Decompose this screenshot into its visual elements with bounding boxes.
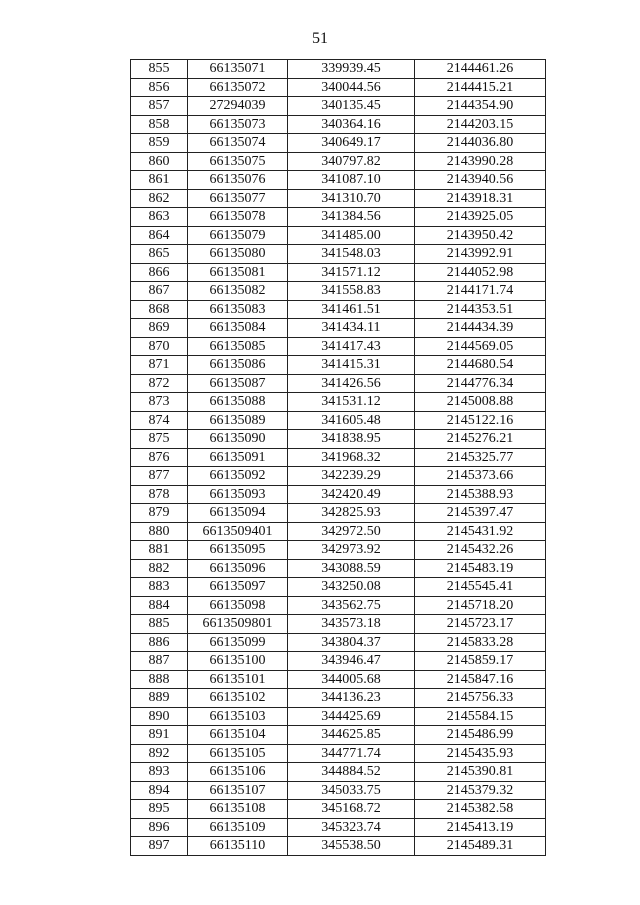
x-coordinate-cell: 340044.56 <box>288 78 415 97</box>
y-coordinate-cell: 2145388.93 <box>415 485 546 504</box>
y-coordinate-cell: 2144036.80 <box>415 134 546 153</box>
x-coordinate-cell: 341968.32 <box>288 448 415 467</box>
row-number-cell: 891 <box>131 726 188 745</box>
row-number-cell: 860 <box>131 152 188 171</box>
row-number-cell: 896 <box>131 818 188 837</box>
y-coordinate-cell: 2145435.93 <box>415 744 546 763</box>
row-number-cell: 897 <box>131 837 188 856</box>
y-coordinate-cell: 2145382.58 <box>415 800 546 819</box>
point-id-cell: 66135087 <box>188 374 288 393</box>
x-coordinate-cell: 345538.50 <box>288 837 415 856</box>
y-coordinate-cell: 2145723.17 <box>415 615 546 634</box>
x-coordinate-cell: 339939.45 <box>288 60 415 79</box>
y-coordinate-cell: 2145276.21 <box>415 430 546 449</box>
row-number-cell: 888 <box>131 670 188 689</box>
y-coordinate-cell: 2145489.31 <box>415 837 546 856</box>
row-number-cell: 855 <box>131 60 188 79</box>
row-number-cell: 878 <box>131 485 188 504</box>
point-id-cell: 66135109 <box>188 818 288 837</box>
point-id-cell: 66135093 <box>188 485 288 504</box>
point-id-cell: 66135094 <box>188 504 288 523</box>
table-row <box>131 726 546 745</box>
row-number-cell: 876 <box>131 448 188 467</box>
table-row <box>131 97 546 116</box>
y-coordinate-cell: 2145373.66 <box>415 467 546 486</box>
row-number-cell: 857 <box>131 97 188 116</box>
x-coordinate-cell: 341417.43 <box>288 337 415 356</box>
x-coordinate-cell: 340797.82 <box>288 152 415 171</box>
table-row <box>131 504 546 523</box>
x-coordinate-cell: 341426.56 <box>288 374 415 393</box>
x-coordinate-cell: 341605.48 <box>288 411 415 430</box>
y-coordinate-cell: 2144052.98 <box>415 263 546 282</box>
x-coordinate-cell: 341838.95 <box>288 430 415 449</box>
x-coordinate-cell: 341531.12 <box>288 393 415 412</box>
x-coordinate-cell: 341384.56 <box>288 208 415 227</box>
point-id-cell: 66135082 <box>188 282 288 301</box>
point-id-cell: 66135103 <box>188 707 288 726</box>
x-coordinate-cell: 342239.29 <box>288 467 415 486</box>
point-id-cell: 66135076 <box>188 171 288 190</box>
row-number-cell: 895 <box>131 800 188 819</box>
y-coordinate-cell: 2144171.74 <box>415 282 546 301</box>
table-row <box>131 78 546 97</box>
point-id-cell: 66135077 <box>188 189 288 208</box>
table-body <box>131 60 546 856</box>
x-coordinate-cell: 341485.00 <box>288 226 415 245</box>
y-coordinate-cell: 2144569.05 <box>415 337 546 356</box>
point-id-cell: 66135096 <box>188 559 288 578</box>
point-id-cell: 6613509801 <box>188 615 288 634</box>
y-coordinate-cell: 2144354.90 <box>415 97 546 116</box>
x-coordinate-cell: 343946.47 <box>288 652 415 671</box>
y-coordinate-cell: 2143950.42 <box>415 226 546 245</box>
table-row <box>131 430 546 449</box>
table-row <box>131 800 546 819</box>
y-coordinate-cell: 2145390.81 <box>415 763 546 782</box>
y-coordinate-cell: 2143990.28 <box>415 152 546 171</box>
point-id-cell: 66135098 <box>188 596 288 615</box>
x-coordinate-cell: 343562.75 <box>288 596 415 615</box>
y-coordinate-cell: 2145545.41 <box>415 578 546 597</box>
y-coordinate-cell: 2145859.17 <box>415 652 546 671</box>
y-coordinate-cell: 2144680.54 <box>415 356 546 375</box>
table-row <box>131 763 546 782</box>
row-number-cell: 884 <box>131 596 188 615</box>
point-id-cell: 66135088 <box>188 393 288 412</box>
point-id-cell: 66135074 <box>188 134 288 153</box>
table-row <box>131 115 546 134</box>
table-row <box>131 263 546 282</box>
table-row <box>131 522 546 541</box>
point-id-cell: 66135079 <box>188 226 288 245</box>
x-coordinate-cell: 344625.85 <box>288 726 415 745</box>
row-number-cell: 873 <box>131 393 188 412</box>
y-coordinate-cell: 2143918.31 <box>415 189 546 208</box>
row-number-cell: 883 <box>131 578 188 597</box>
row-number-cell: 865 <box>131 245 188 264</box>
y-coordinate-cell: 2145379.32 <box>415 781 546 800</box>
x-coordinate-cell: 341310.70 <box>288 189 415 208</box>
x-coordinate-cell: 341461.51 <box>288 300 415 319</box>
point-id-cell: 66135097 <box>188 578 288 597</box>
x-coordinate-cell: 343250.08 <box>288 578 415 597</box>
point-id-cell: 66135100 <box>188 652 288 671</box>
x-coordinate-cell: 343088.59 <box>288 559 415 578</box>
point-id-cell: 6613509401 <box>188 522 288 541</box>
x-coordinate-cell: 341434.11 <box>288 319 415 338</box>
table-row <box>131 485 546 504</box>
coordinates-table <box>130 59 546 856</box>
row-number-cell: 866 <box>131 263 188 282</box>
point-id-cell: 66135083 <box>188 300 288 319</box>
table-row <box>131 208 546 227</box>
table-row <box>131 245 546 264</box>
row-number-cell: 894 <box>131 781 188 800</box>
y-coordinate-cell: 2145756.33 <box>415 689 546 708</box>
row-number-cell: 893 <box>131 763 188 782</box>
point-id-cell: 66135073 <box>188 115 288 134</box>
point-id-cell: 66135072 <box>188 78 288 97</box>
table-row <box>131 707 546 726</box>
point-id-cell: 66135071 <box>188 60 288 79</box>
y-coordinate-cell: 2145008.88 <box>415 393 546 412</box>
row-number-cell: 890 <box>131 707 188 726</box>
point-id-cell: 66135086 <box>188 356 288 375</box>
x-coordinate-cell: 343573.18 <box>288 615 415 634</box>
table-row <box>131 670 546 689</box>
x-coordinate-cell: 344771.74 <box>288 744 415 763</box>
y-coordinate-cell: 2144776.34 <box>415 374 546 393</box>
x-coordinate-cell: 340364.16 <box>288 115 415 134</box>
coordinates-table-container <box>130 59 545 856</box>
point-id-cell: 66135084 <box>188 319 288 338</box>
row-number-cell: 889 <box>131 689 188 708</box>
table-row <box>131 300 546 319</box>
x-coordinate-cell: 345033.75 <box>288 781 415 800</box>
x-coordinate-cell: 345323.74 <box>288 818 415 837</box>
table-row <box>131 337 546 356</box>
point-id-cell: 66135075 <box>188 152 288 171</box>
point-id-cell: 66135078 <box>188 208 288 227</box>
x-coordinate-cell: 345168.72 <box>288 800 415 819</box>
table-row <box>131 189 546 208</box>
table-row <box>131 615 546 634</box>
row-number-cell: 859 <box>131 134 188 153</box>
x-coordinate-cell: 342420.49 <box>288 485 415 504</box>
point-id-cell: 66135080 <box>188 245 288 264</box>
x-coordinate-cell: 343804.37 <box>288 633 415 652</box>
table-row <box>131 356 546 375</box>
row-number-cell: 872 <box>131 374 188 393</box>
row-number-cell: 856 <box>131 78 188 97</box>
point-id-cell: 66135108 <box>188 800 288 819</box>
y-coordinate-cell: 2145833.28 <box>415 633 546 652</box>
table-row <box>131 633 546 652</box>
row-number-cell: 871 <box>131 356 188 375</box>
table-row <box>131 282 546 301</box>
point-id-cell: 66135104 <box>188 726 288 745</box>
table-row <box>131 319 546 338</box>
row-number-cell: 870 <box>131 337 188 356</box>
row-number-cell: 880 <box>131 522 188 541</box>
table-row <box>131 541 546 560</box>
y-coordinate-cell: 2145486.99 <box>415 726 546 745</box>
table-row <box>131 60 546 79</box>
y-coordinate-cell: 2145483.19 <box>415 559 546 578</box>
y-coordinate-cell: 2145718.20 <box>415 596 546 615</box>
y-coordinate-cell: 2145432.26 <box>415 541 546 560</box>
y-coordinate-cell: 2145413.19 <box>415 818 546 837</box>
row-number-cell: 875 <box>131 430 188 449</box>
point-id-cell: 66135090 <box>188 430 288 449</box>
y-coordinate-cell: 2143992.91 <box>415 245 546 264</box>
table-row <box>131 744 546 763</box>
row-number-cell: 861 <box>131 171 188 190</box>
x-coordinate-cell: 340649.17 <box>288 134 415 153</box>
table-row <box>131 559 546 578</box>
table-row <box>131 134 546 153</box>
point-id-cell: 66135085 <box>188 337 288 356</box>
row-number-cell: 858 <box>131 115 188 134</box>
y-coordinate-cell: 2143925.05 <box>415 208 546 227</box>
point-id-cell: 66135081 <box>188 263 288 282</box>
row-number-cell: 862 <box>131 189 188 208</box>
row-number-cell: 892 <box>131 744 188 763</box>
x-coordinate-cell: 341571.12 <box>288 263 415 282</box>
x-coordinate-cell: 342972.50 <box>288 522 415 541</box>
point-id-cell: 66135105 <box>188 744 288 763</box>
table-row <box>131 596 546 615</box>
row-number-cell: 881 <box>131 541 188 560</box>
table-row <box>131 226 546 245</box>
x-coordinate-cell: 344005.68 <box>288 670 415 689</box>
y-coordinate-cell: 2145584.15 <box>415 707 546 726</box>
x-coordinate-cell: 340135.45 <box>288 97 415 116</box>
y-coordinate-cell: 2144353.51 <box>415 300 546 319</box>
y-coordinate-cell: 2145847.16 <box>415 670 546 689</box>
table-row <box>131 837 546 856</box>
y-coordinate-cell: 2143940.56 <box>415 171 546 190</box>
table-row <box>131 652 546 671</box>
table-row <box>131 374 546 393</box>
x-coordinate-cell: 341548.03 <box>288 245 415 264</box>
row-number-cell: 867 <box>131 282 188 301</box>
point-id-cell: 66135091 <box>188 448 288 467</box>
x-coordinate-cell: 341087.10 <box>288 171 415 190</box>
point-id-cell: 66135089 <box>188 411 288 430</box>
row-number-cell: 874 <box>131 411 188 430</box>
table-row <box>131 781 546 800</box>
point-id-cell: 66135106 <box>188 763 288 782</box>
table-row <box>131 411 546 430</box>
row-number-cell: 886 <box>131 633 188 652</box>
row-number-cell: 879 <box>131 504 188 523</box>
row-number-cell: 887 <box>131 652 188 671</box>
point-id-cell: 66135110 <box>188 837 288 856</box>
y-coordinate-cell: 2144415.21 <box>415 78 546 97</box>
row-number-cell: 885 <box>131 615 188 634</box>
x-coordinate-cell: 344136.23 <box>288 689 415 708</box>
point-id-cell: 66135101 <box>188 670 288 689</box>
row-number-cell: 869 <box>131 319 188 338</box>
point-id-cell: 66135092 <box>188 467 288 486</box>
x-coordinate-cell: 344884.52 <box>288 763 415 782</box>
y-coordinate-cell: 2145122.16 <box>415 411 546 430</box>
point-id-cell: 66135095 <box>188 541 288 560</box>
row-number-cell: 877 <box>131 467 188 486</box>
point-id-cell: 66135102 <box>188 689 288 708</box>
y-coordinate-cell: 2145325.77 <box>415 448 546 467</box>
table-row <box>131 578 546 597</box>
y-coordinate-cell: 2144434.39 <box>415 319 546 338</box>
x-coordinate-cell: 342825.93 <box>288 504 415 523</box>
x-coordinate-cell: 344425.69 <box>288 707 415 726</box>
y-coordinate-cell: 2144203.15 <box>415 115 546 134</box>
table-row <box>131 467 546 486</box>
y-coordinate-cell: 2145397.47 <box>415 504 546 523</box>
table-row <box>131 171 546 190</box>
row-number-cell: 863 <box>131 208 188 227</box>
x-coordinate-cell: 342973.92 <box>288 541 415 560</box>
table-row <box>131 689 546 708</box>
row-number-cell: 864 <box>131 226 188 245</box>
table-row <box>131 818 546 837</box>
x-coordinate-cell: 341558.83 <box>288 282 415 301</box>
row-number-cell: 882 <box>131 559 188 578</box>
x-coordinate-cell: 341415.31 <box>288 356 415 375</box>
point-id-cell: 66135099 <box>188 633 288 652</box>
row-number-cell: 868 <box>131 300 188 319</box>
table-row <box>131 448 546 467</box>
table-row <box>131 393 546 412</box>
y-coordinate-cell: 2144461.26 <box>415 60 546 79</box>
point-id-cell: 27294039 <box>188 97 288 116</box>
point-id-cell: 66135107 <box>188 781 288 800</box>
page-number: 51 <box>312 30 328 47</box>
table-row <box>131 152 546 171</box>
y-coordinate-cell: 2145431.92 <box>415 522 546 541</box>
